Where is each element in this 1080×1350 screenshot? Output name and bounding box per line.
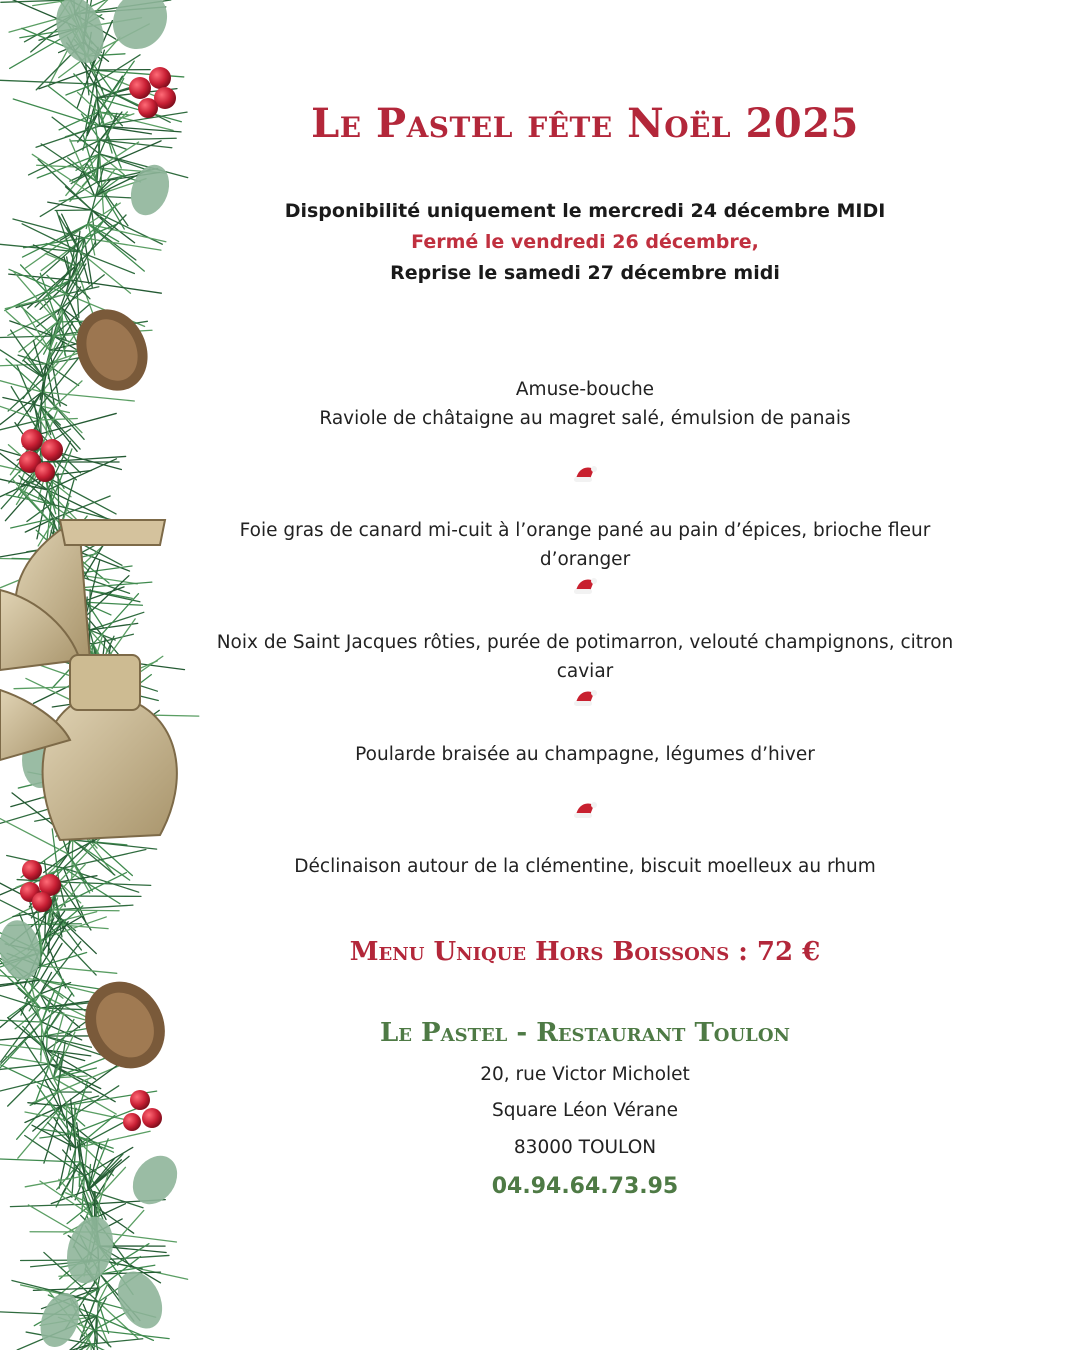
- course-poularde: Poularde braisée au champagne, légumes d’hiver: [355, 744, 815, 765]
- santa-hat-icon: [572, 575, 598, 597]
- address-street: 20, rue Victor Micholet: [480, 1064, 690, 1085]
- santa-hat-icon: [572, 463, 598, 485]
- page-title: Le Pastel fête Noël 2025: [311, 100, 859, 147]
- pine-garland-illustration: [0, 0, 240, 1350]
- course-dessert: Déclinaison autour de la clémentine, biscuit moelleux au rhum: [294, 856, 876, 877]
- availability-line: Disponibilité uniquement le mercredi 24 décembre MIDI: [284, 200, 886, 222]
- course-saint-jacques: Noix de Saint Jacques rôties, purée de potimarron, velouté champignons, citron caviar: [216, 632, 954, 682]
- santa-hat-icon: [572, 687, 598, 709]
- course-separator: [205, 687, 965, 711]
- restaurant-name: Le Pastel - Restaurant Toulon: [380, 1018, 790, 1048]
- ribbon-bow-icon: [0, 520, 177, 840]
- reopening-line: Reprise le samedi 27 décembre midi: [390, 262, 780, 284]
- course-separator: [205, 799, 965, 823]
- address-city: 83000 TOULON: [513, 1137, 657, 1158]
- amuse-bouche-label: Amuse-bouche: [515, 379, 655, 400]
- closure-line: Fermé le vendredi 26 décembre,: [411, 231, 759, 253]
- course-foie-gras: Foie gras de canard mi-cuit à l’orange pané au pain d’épices, brioche fleur d’oranger: [239, 520, 931, 570]
- santa-hat-icon: [572, 799, 598, 821]
- menu-price: Menu Unique Hors Boissons : 72 €: [349, 937, 821, 967]
- course-separator: [205, 575, 965, 599]
- phone-number[interactable]: 04.94.64.73.95: [491, 1174, 679, 1199]
- amuse-bouche-dish: Raviole de châtaigne au magret salé, émulsion de panais: [319, 408, 851, 429]
- course-separator: [205, 463, 965, 487]
- address-square: Square Léon Vérane: [492, 1100, 678, 1121]
